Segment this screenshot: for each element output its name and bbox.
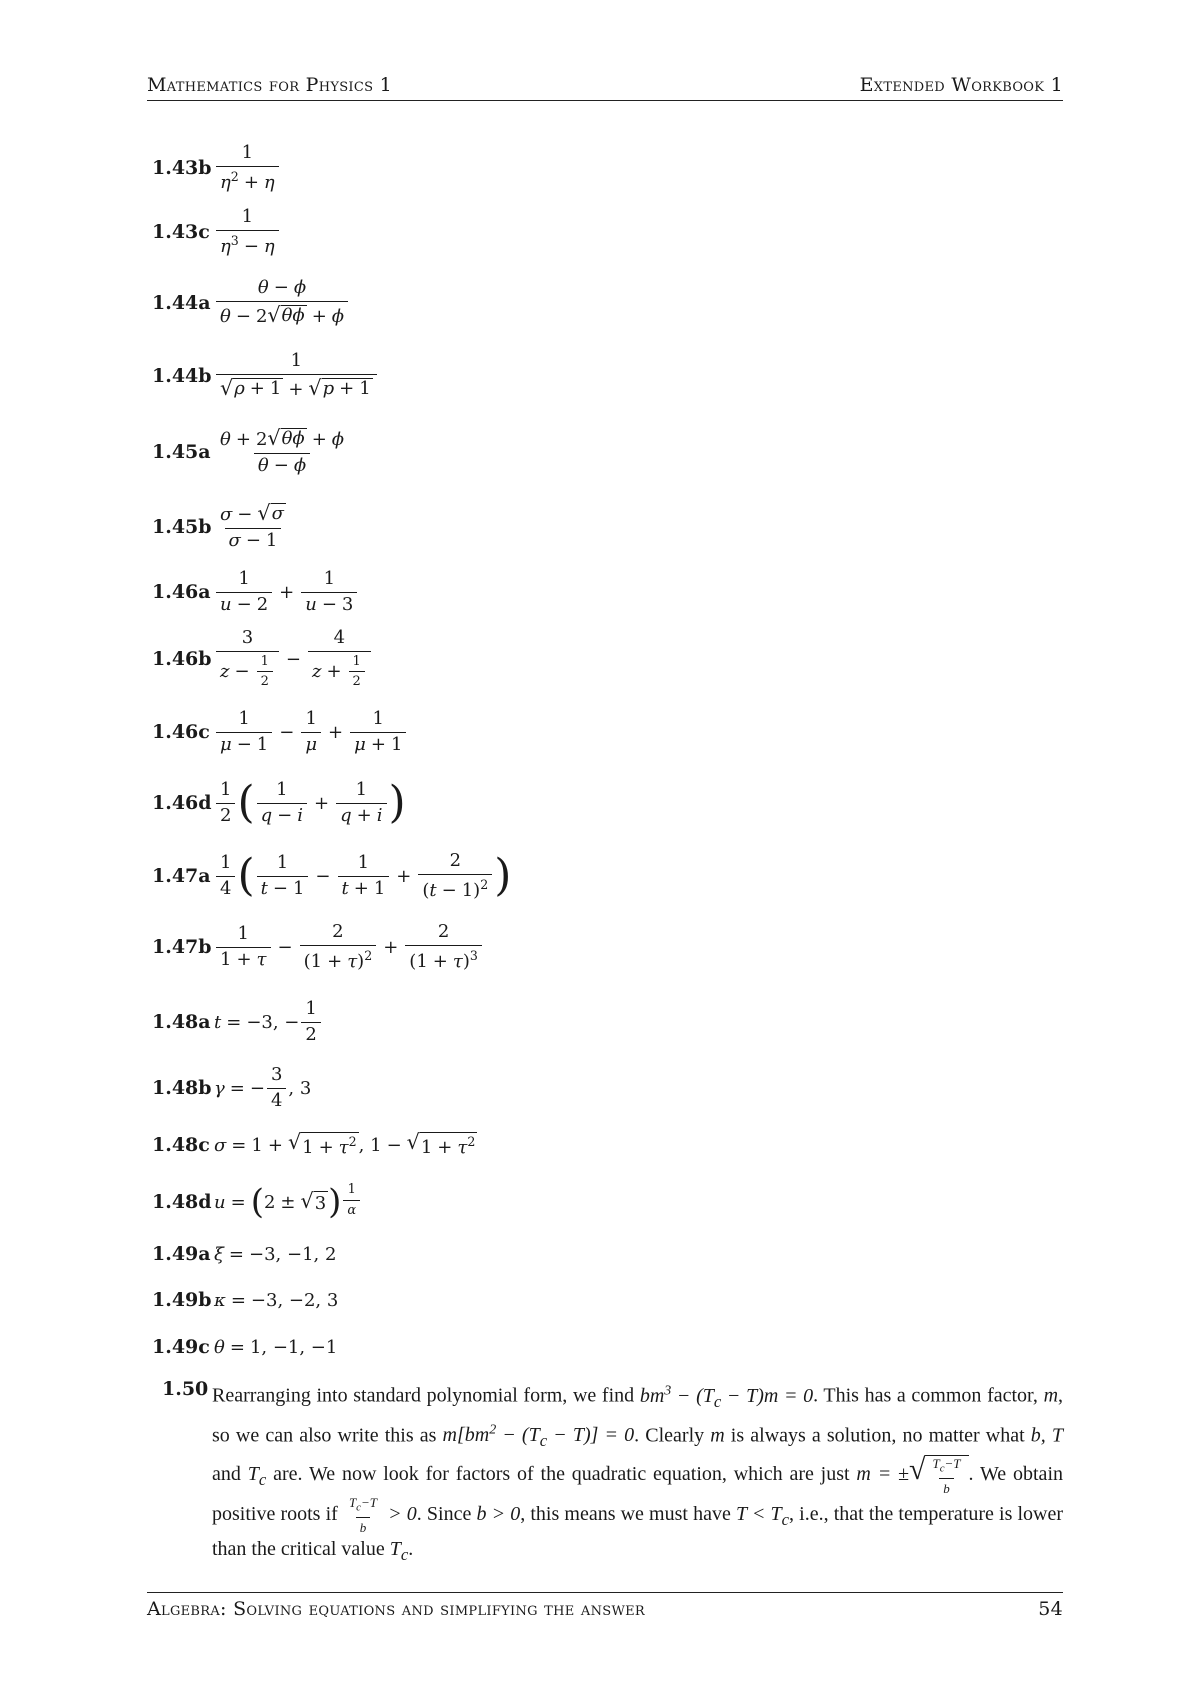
answer-1-48b [152, 1063, 311, 1113]
answer-1-45a [152, 427, 350, 477]
answer-label: 1.44b [152, 365, 212, 387]
answer-1-49b [152, 1275, 338, 1325]
answer-label: 1.48c [152, 1134, 210, 1156]
answer-1-48a [152, 997, 323, 1047]
answer-math: $\frac{1}{\eta^2 + \eta}$ [214, 144, 281, 193]
answer-1-44a [152, 278, 350, 328]
answer-1-43b [152, 143, 281, 193]
answer-math: θ = 1, −1, −1 [214, 1336, 338, 1358]
answer-1-48d [152, 1177, 362, 1227]
answer-label: 1.43b [152, 157, 212, 179]
answer-paragraph: Rearranging into standard polynomial form, we find $bm^3 - (T_c - T)m = 0$. This has a common factor, m, so we can also write this as $m[bm^2 - (T_c - T)] = 0$. Clearly m is always a solution, no matter what b, T and $T_c$ are. We now look for factors of the quadratic equation, which are just m = ± √ $\frac{T_c-T}{b}$ . We obtain positive roots if $\frac{T_c-T}{b}$ > 0. Since b > 0, this means we must have $T < T_c$, i.e., that the temperature is lower than the critical value $T_c$. [212, 1383, 1064, 1564]
answer-label: 1.49a [152, 1243, 211, 1265]
answer-label: 1.43c [152, 221, 210, 243]
answer-math: θ − ϕ θ − 2 √ θϕ + ϕ [214, 279, 350, 327]
answer-1-46a [152, 567, 359, 617]
answer-label: 1.50 [162, 1378, 209, 1400]
answer-math: $\frac{1}{4}$ ( $\frac{1}{t - 1}$ − $\frac{1}{t + 1}$ + $\frac{2}{(t - 1)^2}$ ) [214, 852, 511, 901]
answer-math: κ = −3, −2, 3 [214, 1289, 339, 1311]
answer-label: 1.46b [152, 648, 212, 670]
answer-label: 1.46d [152, 792, 212, 814]
answer-math: $\frac{1}{u - 2}$ + $\frac{1}{u - 3}$ [214, 570, 359, 615]
answer-1-43c [152, 207, 281, 257]
answer-1-46c [152, 707, 408, 757]
answer-1-49c [152, 1322, 337, 1372]
answer-1-45b [152, 502, 292, 552]
answer-1-49a [152, 1229, 336, 1279]
footer-chapter-title: Algebra: Solving equations and simplifying the answer [147, 1598, 646, 1620]
answer-math: ξ = −3, −1, 2 [214, 1243, 337, 1265]
page-number: 54 [1038, 1598, 1063, 1620]
answer-label: 1.48a [152, 1011, 211, 1033]
answer-math: γ = − $\frac{3}{4}$ , 3 [214, 1063, 312, 1111]
answer-1-48c [152, 1120, 477, 1170]
answer-math: u = ( 2 ± √ 3 ) $\frac{1}{\alpha}$ [214, 1185, 362, 1219]
answer-label: 1.47a [152, 865, 211, 887]
header-title-left: Mathematics for Physics 1 [147, 74, 393, 96]
answer-label: 1.49c [152, 1336, 210, 1358]
answer-label: 1.47b [152, 936, 212, 958]
answer-1-47a [152, 851, 511, 901]
answer-1-50 [152, 1376, 1063, 1569]
answer-math: σ − √ σ σ − 1 [220, 501, 284, 551]
answer-math: $\frac{1}{1 + \tau}$ − $\frac{2}{(1 + \tau)^2}$ + $\frac{2}{(1 + \tau)^3}$ [214, 923, 484, 972]
answer-label: 1.48d [152, 1191, 212, 1213]
answer-label: 1.45b [152, 516, 212, 538]
footer-rule [147, 1592, 1063, 1593]
answer-1-46b [152, 626, 373, 690]
answer-label: 1.49b [152, 1289, 212, 1311]
header-rule [147, 100, 1063, 101]
answer-1-47b [152, 922, 484, 972]
header-title-right: Extended Workbook 1 [859, 74, 1063, 96]
answer-1-46d [152, 778, 406, 828]
answer-math: 3 z − $\frac{1}{2}$ − 4 z + $\frac{1}{2}$ [214, 629, 373, 689]
answer-math: $\frac{1}{\mu - 1}$ − $\frac{1}{\mu}$ + $\frac{1}{\mu + 1}$ [214, 710, 408, 755]
answer-1-44b [152, 351, 379, 401]
answer-label: 1.48b [152, 1077, 212, 1099]
answer-label: 1.46a [152, 581, 211, 603]
answer-math: 1 √ ρ + 1 + √ p + 1 [214, 352, 379, 400]
answer-math: $\frac{1}{\eta^3 - \eta}$ [214, 208, 281, 257]
answer-math: σ = 1 + √ $1 + \tau^2$ , 1 − √ $1 + \tau^2$ [214, 1130, 476, 1158]
answer-label: 1.46c [152, 721, 210, 743]
answer-label: 1.45a [152, 441, 211, 463]
answer-math: t = −3, − $\frac{1}{2}$ [214, 1000, 323, 1045]
answer-math: θ + 2 √ θϕ + ϕ θ − ϕ [220, 426, 345, 476]
answer-label: 1.44a [152, 292, 211, 314]
answer-math: $\frac{1}{2}$ ( $\frac{1}{q - i}$ + $\frac{1}{q + i}$ ) [214, 781, 406, 826]
